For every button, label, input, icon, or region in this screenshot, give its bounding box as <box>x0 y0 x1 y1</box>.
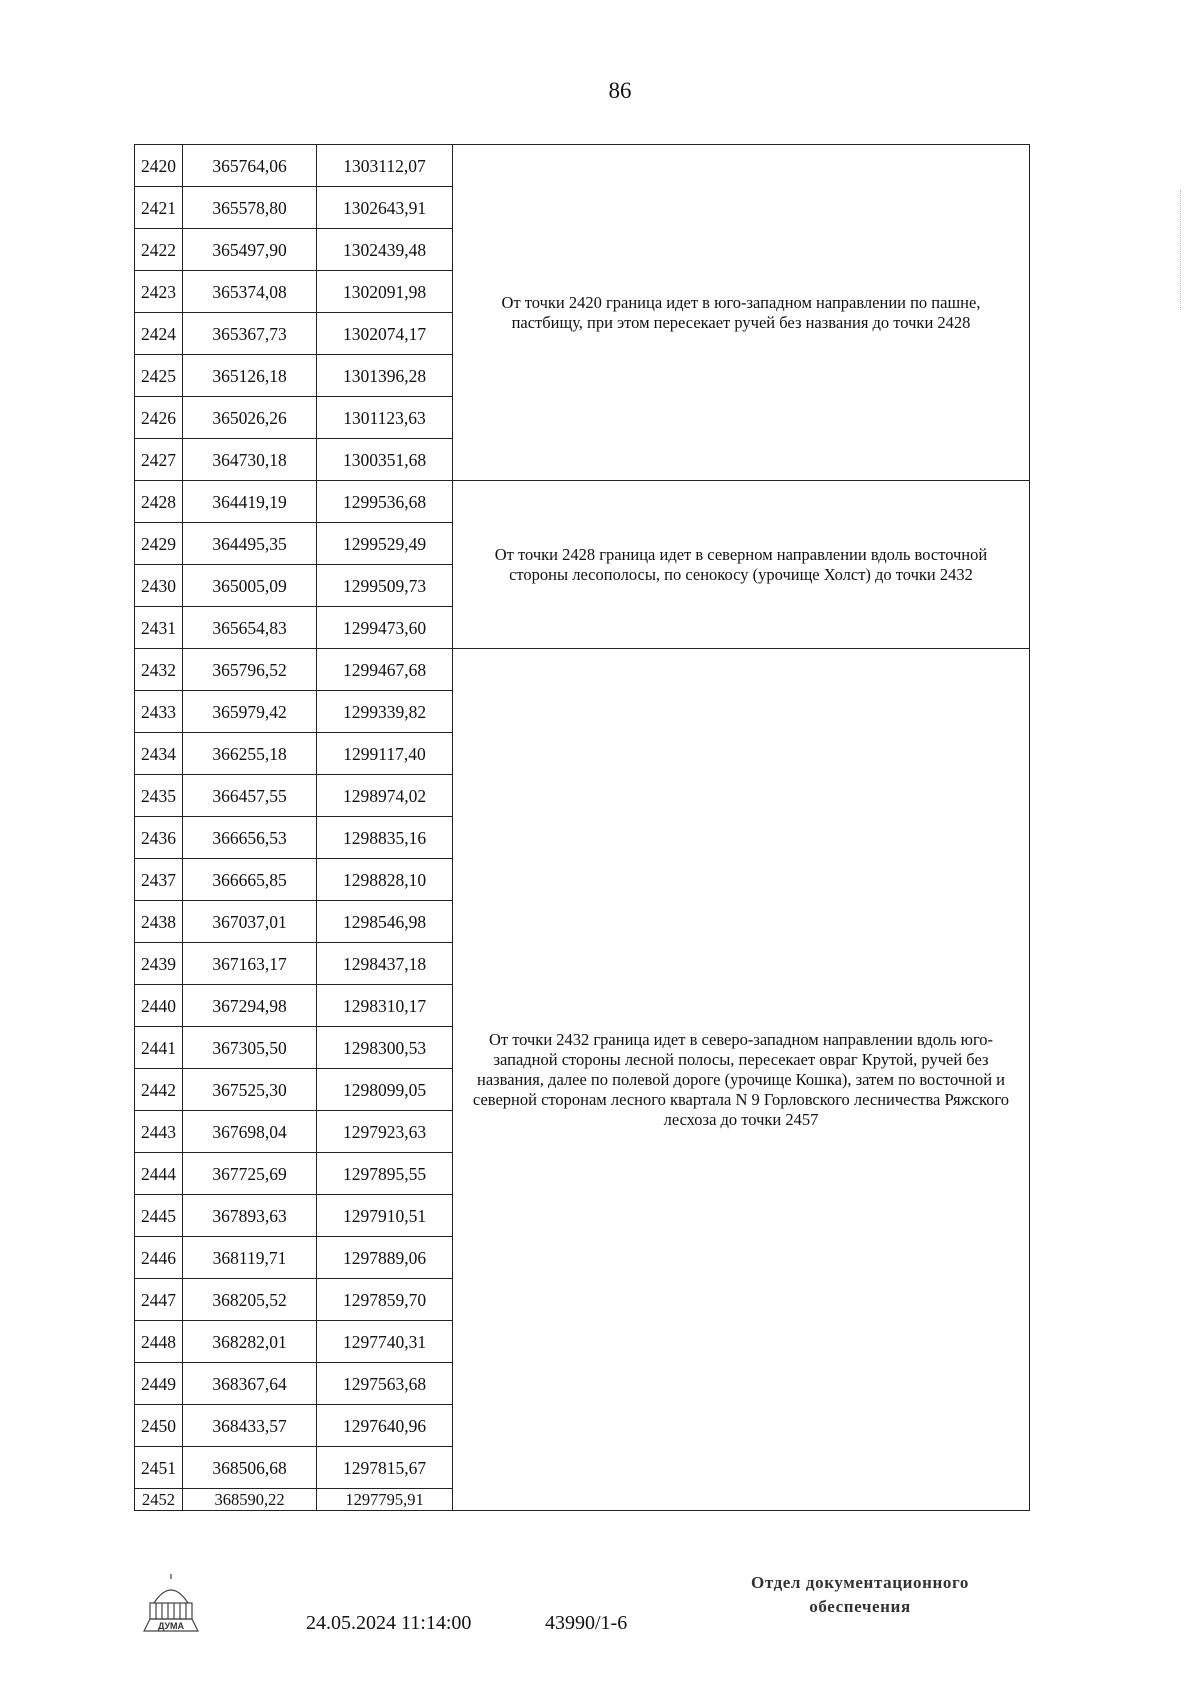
y-coordinate-cell: 1298099,05 <box>317 1069 453 1111</box>
y-coordinate-cell: 1297889,06 <box>317 1237 453 1279</box>
timestamp: 24.05.2024 11:14:00 <box>306 1612 472 1634</box>
point-number-cell: 2451 <box>135 1447 183 1489</box>
y-coordinate-cell: 1298974,02 <box>317 775 453 817</box>
table-row <box>135 481 1030 523</box>
scan-edge-mark <box>1180 190 1183 310</box>
x-coordinate-cell: 368590,22 <box>183 1489 317 1511</box>
point-number-cell: 2442 <box>135 1069 183 1111</box>
x-coordinate-cell: 365005,09 <box>183 565 317 607</box>
department-line-2: обеспечения <box>809 1597 911 1616</box>
point-number-cell: 2450 <box>135 1405 183 1447</box>
y-coordinate-cell: 1301396,28 <box>317 355 453 397</box>
point-number-cell: 2433 <box>135 691 183 733</box>
point-number-cell: 2423 <box>135 271 183 313</box>
y-coordinate-cell: 1297563,68 <box>317 1363 453 1405</box>
point-number-cell: 2420 <box>135 145 183 187</box>
x-coordinate-cell: 368119,71 <box>183 1237 317 1279</box>
x-coordinate-cell: 367725,69 <box>183 1153 317 1195</box>
point-number-cell: 2425 <box>135 355 183 397</box>
y-coordinate-cell: 1300351,68 <box>317 439 453 481</box>
x-coordinate-cell: 365497,90 <box>183 229 317 271</box>
point-number-cell: 2430 <box>135 565 183 607</box>
document-number: 43990/1-6 <box>545 1612 628 1634</box>
y-coordinate-cell: 1297740,31 <box>317 1321 453 1363</box>
x-coordinate-cell: 368205,52 <box>183 1279 317 1321</box>
y-coordinate-cell: 1301123,63 <box>317 397 453 439</box>
point-number-cell: 2428 <box>135 481 183 523</box>
x-coordinate-cell: 367037,01 <box>183 901 317 943</box>
boundary-description-cell: От точки 2420 граница идет в юго-западном направлении по пашне, пастбищу, при этом пересекает ручей без названия до точки 2428 <box>453 145 1030 481</box>
x-coordinate-cell: 367893,63 <box>183 1195 317 1237</box>
x-coordinate-cell: 364495,35 <box>183 523 317 565</box>
point-number-cell: 2432 <box>135 649 183 691</box>
y-coordinate-cell: 1299529,49 <box>317 523 453 565</box>
x-coordinate-cell: 367525,30 <box>183 1069 317 1111</box>
y-coordinate-cell: 1302643,91 <box>317 187 453 229</box>
table-row <box>135 649 1030 691</box>
point-number-cell: 2446 <box>135 1237 183 1279</box>
point-number-cell: 2449 <box>135 1363 183 1405</box>
x-coordinate-cell: 365126,18 <box>183 355 317 397</box>
point-number-cell: 2422 <box>135 229 183 271</box>
y-coordinate-cell: 1298546,98 <box>317 901 453 943</box>
point-number-cell: 2444 <box>135 1153 183 1195</box>
x-coordinate-cell: 368433,57 <box>183 1405 317 1447</box>
x-coordinate-cell: 364419,19 <box>183 481 317 523</box>
y-coordinate-cell: 1298300,53 <box>317 1027 453 1069</box>
page-number: 86 <box>608 78 632 103</box>
point-number-cell: 2427 <box>135 439 183 481</box>
y-coordinate-cell: 1299117,40 <box>317 733 453 775</box>
y-coordinate-cell: 1299467,68 <box>317 649 453 691</box>
x-coordinate-cell: 366457,55 <box>183 775 317 817</box>
coordinates-table <box>134 144 1030 1511</box>
point-number-cell: 2441 <box>135 1027 183 1069</box>
y-coordinate-cell: 1297640,96 <box>317 1405 453 1447</box>
point-number-cell: 2436 <box>135 817 183 859</box>
point-number-cell: 2448 <box>135 1321 183 1363</box>
department-stamp <box>700 1571 1020 1619</box>
boundary-description-cell: От точки 2428 граница идет в северном направлении вдоль восточной стороны лесополосы, по сенокосу (урочище Холст) до точки 2432 <box>453 481 1030 649</box>
point-number-cell: 2443 <box>135 1111 183 1153</box>
x-coordinate-cell: 368367,64 <box>183 1363 317 1405</box>
x-coordinate-cell: 364730,18 <box>183 439 317 481</box>
y-coordinate-cell: 1297895,55 <box>317 1153 453 1195</box>
table-row <box>135 145 1030 187</box>
point-number-cell: 2447 <box>135 1279 183 1321</box>
point-number-cell: 2452 <box>135 1489 183 1511</box>
boundary-description-cell: От точки 2432 граница идет в северо-западном направлении вдоль юго-западной стороны лесной полосы, пересекает овраг Крутой, ручей без названия, далее по полевой дороге (урочище Кошка), затем по восточной и северной сторонам лесного квартала N 9 Горловского лесничества Ряжского лесхоза до точки 2457 <box>453 649 1030 1511</box>
duma-logo <box>140 1573 202 1635</box>
point-number-cell: 2426 <box>135 397 183 439</box>
x-coordinate-cell: 365796,52 <box>183 649 317 691</box>
x-coordinate-cell: 367305,50 <box>183 1027 317 1069</box>
y-coordinate-cell: 1297910,51 <box>317 1195 453 1237</box>
x-coordinate-cell: 365374,08 <box>183 271 317 313</box>
y-coordinate-cell: 1302439,48 <box>317 229 453 271</box>
point-number-cell: 2421 <box>135 187 183 229</box>
x-coordinate-cell: 368282,01 <box>183 1321 317 1363</box>
y-coordinate-cell: 1298310,17 <box>317 985 453 1027</box>
department-line-1: Отдел документационного <box>751 1573 969 1592</box>
y-coordinate-cell: 1299339,82 <box>317 691 453 733</box>
y-coordinate-cell: 1299536,68 <box>317 481 453 523</box>
point-number-cell: 2429 <box>135 523 183 565</box>
y-coordinate-cell: 1297795,91 <box>317 1489 453 1511</box>
point-number-cell: 2437 <box>135 859 183 901</box>
point-number-cell: 2445 <box>135 1195 183 1237</box>
logo-text: ДУМА <box>157 1621 185 1631</box>
x-coordinate-cell: 367698,04 <box>183 1111 317 1153</box>
x-coordinate-cell: 365654,83 <box>183 607 317 649</box>
y-coordinate-cell: 1299473,60 <box>317 607 453 649</box>
point-number-cell: 2440 <box>135 985 183 1027</box>
y-coordinate-cell: 1298828,10 <box>317 859 453 901</box>
x-coordinate-cell: 365367,73 <box>183 313 317 355</box>
x-coordinate-cell: 366665,85 <box>183 859 317 901</box>
x-coordinate-cell: 366656,53 <box>183 817 317 859</box>
x-coordinate-cell: 365026,26 <box>183 397 317 439</box>
y-coordinate-cell: 1302074,17 <box>317 313 453 355</box>
y-coordinate-cell: 1298437,18 <box>317 943 453 985</box>
x-coordinate-cell: 365979,42 <box>183 691 317 733</box>
x-coordinate-cell: 367294,98 <box>183 985 317 1027</box>
point-number-cell: 2438 <box>135 901 183 943</box>
point-number-cell: 2434 <box>135 733 183 775</box>
point-number-cell: 2439 <box>135 943 183 985</box>
y-coordinate-cell: 1302091,98 <box>317 271 453 313</box>
y-coordinate-cell: 1303112,07 <box>317 145 453 187</box>
point-number-cell: 2424 <box>135 313 183 355</box>
x-coordinate-cell: 368506,68 <box>183 1447 317 1489</box>
y-coordinate-cell: 1297923,63 <box>317 1111 453 1153</box>
point-number-cell: 2431 <box>135 607 183 649</box>
x-coordinate-cell: 365764,06 <box>183 145 317 187</box>
y-coordinate-cell: 1297815,67 <box>317 1447 453 1489</box>
y-coordinate-cell: 1299509,73 <box>317 565 453 607</box>
y-coordinate-cell: 1297859,70 <box>317 1279 453 1321</box>
x-coordinate-cell: 366255,18 <box>183 733 317 775</box>
point-number-cell: 2435 <box>135 775 183 817</box>
y-coordinate-cell: 1298835,16 <box>317 817 453 859</box>
x-coordinate-cell: 365578,80 <box>183 187 317 229</box>
x-coordinate-cell: 367163,17 <box>183 943 317 985</box>
